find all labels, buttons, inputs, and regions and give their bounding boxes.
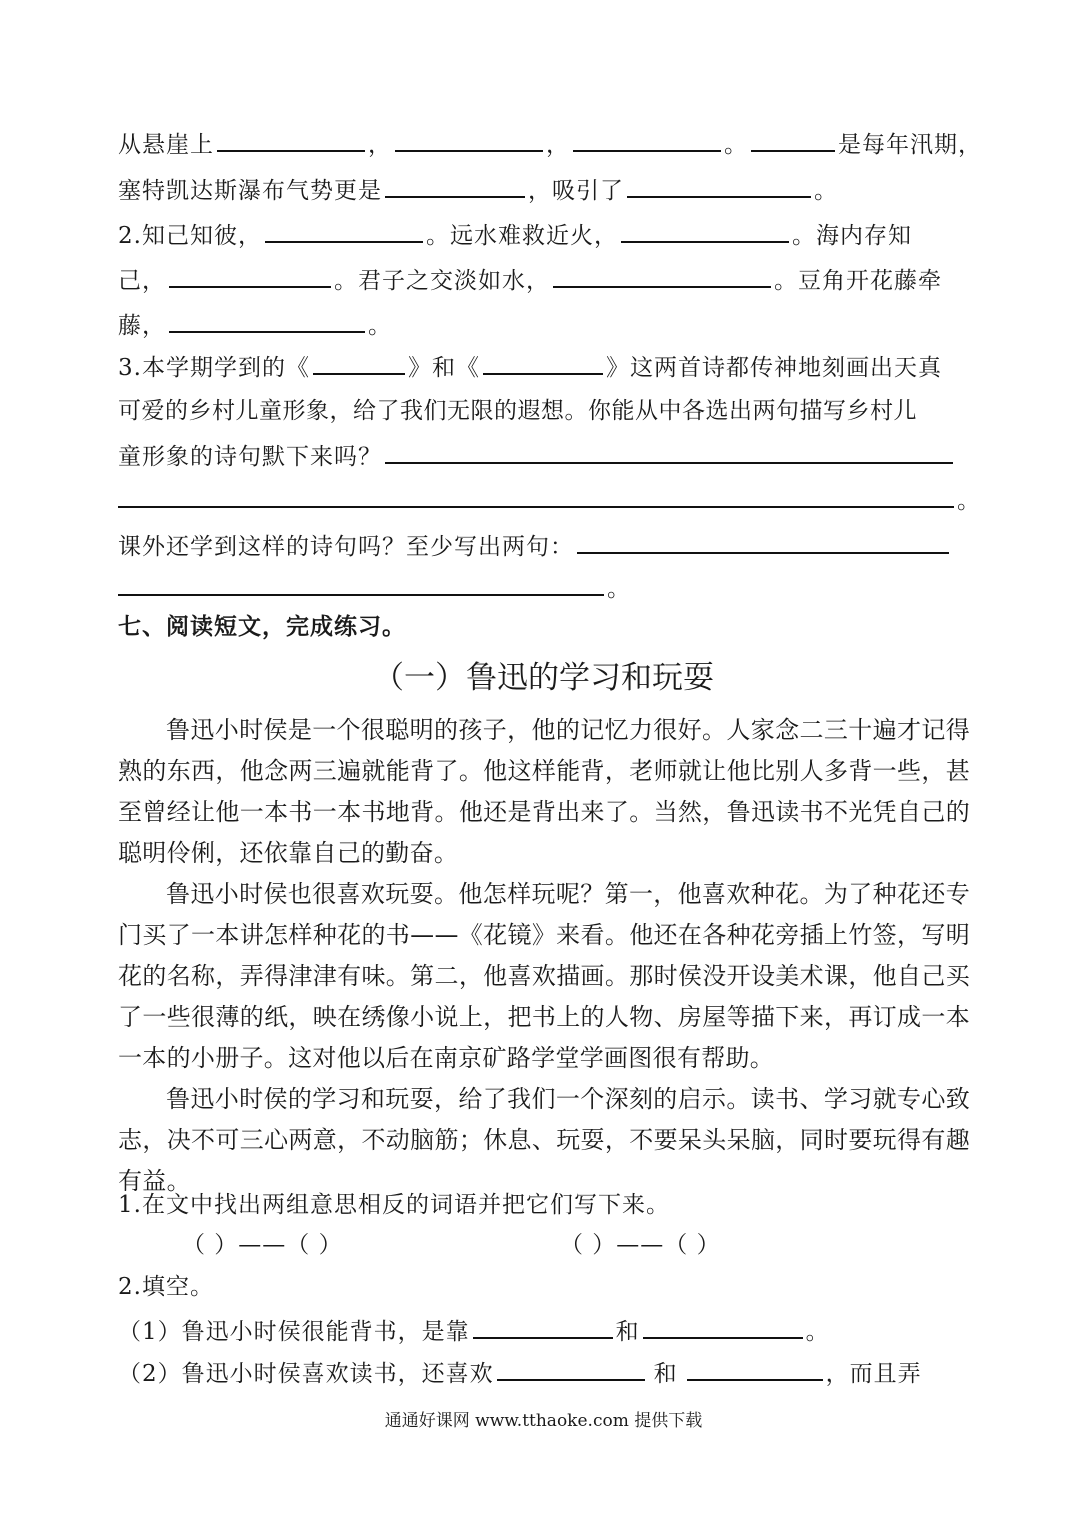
text: 。豆角开花藤牵 — [774, 268, 942, 294]
blank-field[interactable] — [627, 174, 811, 198]
blank-field[interactable] — [577, 530, 949, 554]
paragraph: 鲁迅小时侯也很喜欢玩耍。他怎样玩呢？第一，他喜欢种花。为了种花还专门买了一本讲怎样种花的书——《花镜》来看。他还在各种花旁插上竹签，写明花的名称，弄得津津有味。第二，他喜欢描画。那时侯没开设美术课，他自己买了一些很薄的纸，映在绣像小说上，把书上的人物、房屋等描下来，再订成一本一本的小册子。这对他以后在南京矿路学堂学画图很有帮助。 — [118, 880, 970, 1072]
blank-field[interactable] — [553, 264, 771, 288]
text: 。 — [607, 576, 631, 602]
blank-field[interactable] — [385, 174, 525, 198]
text: 》和《 — [407, 355, 480, 381]
question-2-line-1 — [118, 219, 912, 251]
blank-field[interactable] — [497, 1357, 645, 1381]
blank-field[interactable] — [751, 128, 835, 152]
paragraph: 鲁迅小时侯的学习和玩耍，给了我们一个深刻的启示。读书、学习就专心致志，决不可三心两意，不动脑筋；休息、玩耍，不要呆头呆脑，同时要玩得有趣有益。 — [118, 1085, 970, 1195]
text: ，而且弄 — [825, 1361, 922, 1387]
section-heading: 七、阅读短文，完成练习。 — [118, 614, 406, 640]
question-2-line-2 — [118, 264, 942, 296]
text: 》这两首诗都传神地刻画出天真 — [605, 355, 942, 381]
text: 童形象的诗句默下来吗？ — [118, 444, 382, 470]
question-3-line-6 — [118, 572, 631, 604]
text: ， — [368, 132, 392, 158]
footer: 通通好课网 www.tthaoke.com 提供下载 — [384, 1411, 703, 1431]
text: 课外还学到这样的诗句吗？至少写出两句： — [118, 534, 574, 560]
paragraph: 鲁迅小时侯是一个很聪明的孩子，他的记忆力很好。人家念二三十遍才记得熟的东西，他念两三遍就能背了。他这样能背，老师就让他比别人多背一些，甚至曾经让他一本书一本书地背。他还是背出来了。当然，鲁迅读书不光凭自己的聪明伶俐，还依靠自己的勤奋。 — [118, 716, 970, 867]
text: ，吸引了 — [528, 178, 624, 204]
blank-field[interactable] — [573, 128, 721, 152]
text: 。 — [805, 1319, 830, 1345]
blank-field[interactable] — [385, 440, 953, 464]
blank-field[interactable] — [473, 1315, 613, 1339]
blank-field[interactable] — [621, 219, 789, 243]
question-3-line-5 — [118, 530, 952, 562]
text: 可爱的乡村儿童形象，给了我们无限的遐想。你能从中各选出两句描写乡村儿 — [118, 398, 917, 424]
question-3-line-3 — [118, 440, 956, 472]
text: 2.知己知彼， — [118, 223, 262, 249]
text: 藤， — [118, 313, 166, 339]
text: ， — [546, 132, 570, 158]
text: （2）鲁迅小时侯喜欢读书，还喜欢 — [118, 1361, 494, 1387]
blank-field[interactable] — [169, 309, 365, 333]
text: 3.本学期学到的《 — [118, 355, 310, 381]
question-2-line-3 — [118, 309, 392, 341]
text: 。 — [814, 178, 838, 204]
fill-item-1 — [118, 1315, 830, 1347]
question-3-line-1 — [118, 351, 942, 383]
antonym-pair-2[interactable]: （ ）——（ ） — [560, 1232, 721, 1258]
blank-field[interactable] — [118, 572, 604, 596]
text: 。 — [724, 132, 748, 158]
blank-field[interactable] — [687, 1357, 823, 1381]
blank-field[interactable] — [169, 264, 331, 288]
text: 。海内存知 — [791, 223, 912, 249]
blank-field[interactable] — [118, 484, 954, 508]
blank-field[interactable] — [265, 219, 423, 243]
blank-field[interactable] — [395, 128, 543, 152]
text: 塞特凯达斯瀑布气势更是 — [118, 178, 382, 204]
text: 是每年汛期， — [838, 132, 982, 158]
blank-field[interactable] — [313, 351, 405, 375]
fill-line-1 — [118, 128, 982, 160]
text: 从悬崖上 — [118, 132, 214, 158]
text: （1）鲁迅小时侯很能背书，是靠 — [118, 1319, 470, 1345]
text: 和 — [653, 1361, 678, 1387]
text: 己， — [118, 268, 166, 294]
text: 。君子之交淡如水， — [334, 268, 550, 294]
passage-title: （一）鲁迅的学习和玩耍 — [373, 660, 714, 696]
fill-line-2 — [118, 174, 838, 206]
antonym-pair-1[interactable]: （ ）——（ ） — [182, 1232, 343, 1258]
question-3-line-2 — [118, 396, 917, 426]
text: 。 — [957, 488, 981, 514]
question-2: 2.填空。 — [118, 1274, 214, 1300]
passage-body — [118, 710, 970, 1202]
text: 。远水难救近火， — [425, 223, 618, 249]
text: 和 — [615, 1319, 640, 1345]
fill-item-2 — [118, 1357, 922, 1389]
question-1: 1.在文中找出两组意思相反的词语并把它们写下来。 — [118, 1192, 670, 1218]
question-3-line-4 — [118, 484, 981, 516]
blank-field[interactable] — [483, 351, 603, 375]
blank-field[interactable] — [643, 1315, 803, 1339]
blank-field[interactable] — [217, 128, 365, 152]
text: 。 — [368, 313, 392, 339]
